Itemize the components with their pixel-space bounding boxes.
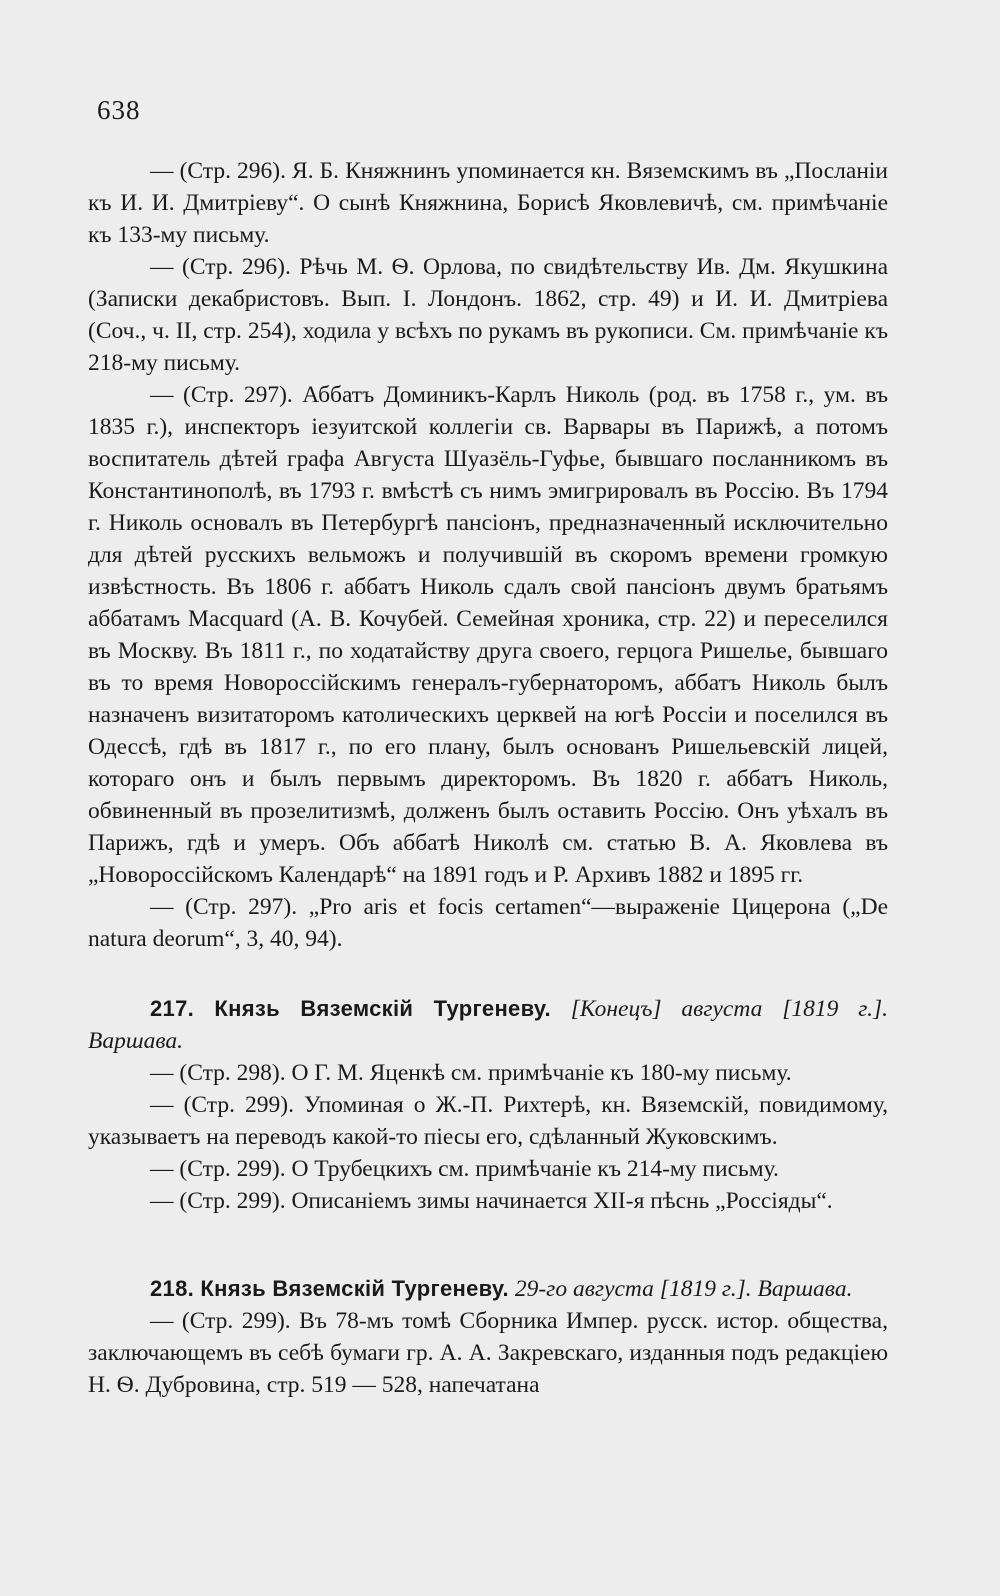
section-heading: 217. Князь Вяземскій Тургеневу. (150, 996, 551, 1021)
note-paragraph: — (Стр. 297). Аббатъ Доминикъ-Карлъ Николь (род. въ 1758 г., ум. въ 1835 г.), инспекторъ іезуитской коллегіи св. Варвары въ Парижѣ, а потомъ воспитатель дѣтей графа Августа Шуазёль-Гуфье, бывшаго посланникомъ въ Константинополѣ, въ 1793 г. вмѣстѣ съ нимъ эмигрировалъ въ Россію. Въ 1794 г. Николь основалъ въ Петербургѣ пансіонъ, предназначенный исключительно для дѣтей русскихъ вельможъ и получившій въ скоромъ времени громкую извѣстность. Въ 1806 г. аббатъ Николь сдалъ свой пансіонъ двумъ братьямъ аббатамъ Macquard (А. В. Кочубей. Семейная хроника, стр. 22) и переселился въ Москву. Въ 1811 г., по ходатайству друга своего, герцога Ришелье, бывшаго въ то время Новороссійскимъ генералъ-губернаторомъ, аббатъ Николь былъ назначенъ визитаторомъ католическихъ церквей на югѣ Россіи и поселился въ Одессѣ, гдѣ въ 1817 г., по его плану, былъ основанъ Ришельевскій лицей, котораго онъ и былъ первымъ директоромъ. Въ 1820 г. аббатъ Николь, обвиненный въ прозелитизмѣ, долженъ былъ оставить Россію. Онъ уѣхалъ въ Парижъ, гдѣ и умеръ. Объ аббатѣ Николѣ см. статью В. А. Яковлева въ „Новороссійскомъ Календарѣ“ на 1891 годъ и Р. Архивъ 1882 и 1895 гг. (88, 382, 888, 888)
note-paragraph: — (Стр. 298). О Г. М. Яценкѣ см. примѣчаніе къ 180-му письму. (150, 1060, 792, 1086)
page-text (88, 155, 888, 1401)
section-217 (88, 993, 888, 1217)
section-heading: 218. Князь Вяземскій Тургеневу. (150, 1276, 509, 1301)
note-paragraph: — (Стр. 299). Въ 78-мъ томѣ Сборника Импер. русск. истор. общества, заключающемъ въ себѣ бумаги гр. А. А. Закревскаго, изданныя подъ редакціею Н. Ѳ. Дубровина, стр. 519 — 528, напечатана (88, 1308, 888, 1398)
page-number: 638 (97, 95, 141, 125)
note-paragraph: — (Стр. 296). Я. Б. Княжнинъ упоминается кн. Вяземскимъ въ „Посланіи къ И. И. Дмитріеву“. О сынѣ Княжнина, Борисѣ Яковлевичѣ, см. примѣчаніе къ 133-му письму. (88, 158, 888, 248)
note-paragraph: — (Стр. 297). „Pro aris et focis certamen“—выраженіе Цицерона („De natura deorum“, 3, 40, 94). (88, 894, 888, 952)
notes-intro (88, 155, 888, 955)
section-heading-line (88, 993, 888, 1057)
section-heading-date: 29-го августа [1819 г.]. Варшава. (508, 1276, 853, 1302)
section-heading-line (88, 1273, 888, 1305)
note-paragraph: — (Стр. 299). Описаніемъ зимы начинается XII-я пѣснь „Россіяды“. (150, 1188, 833, 1214)
section-heading-date: [Конецъ] августа [1819 г.]. Варшава. (88, 996, 888, 1054)
note-paragraph: — (Стр. 296). Рѣчь М. Ѳ. Орлова, по свидѣтельству Ив. Дм. Якушкина (Записки декабристовъ. Вып. I. Лондонъ. 1862, стр. 49) и И. И. Дмитріева (Соч., ч. II, стр. 254), ходила у всѣхъ по рукамъ въ рукописи. См. примѣчаніе къ 218-му письму. (88, 254, 888, 376)
note-paragraph: — (Стр. 299). О Трубецкихъ см. примѣчаніе къ 214-му письму. (150, 1156, 779, 1182)
note-paragraph: — (Стр. 299). Упоминая о Ж.-П. Рихтерѣ, кн. Вяземскій, повидимому, указываетъ на переводъ какой-то піесы его, сдѣланный Жуковскимъ. (88, 1092, 888, 1150)
section-218 (88, 1273, 888, 1401)
